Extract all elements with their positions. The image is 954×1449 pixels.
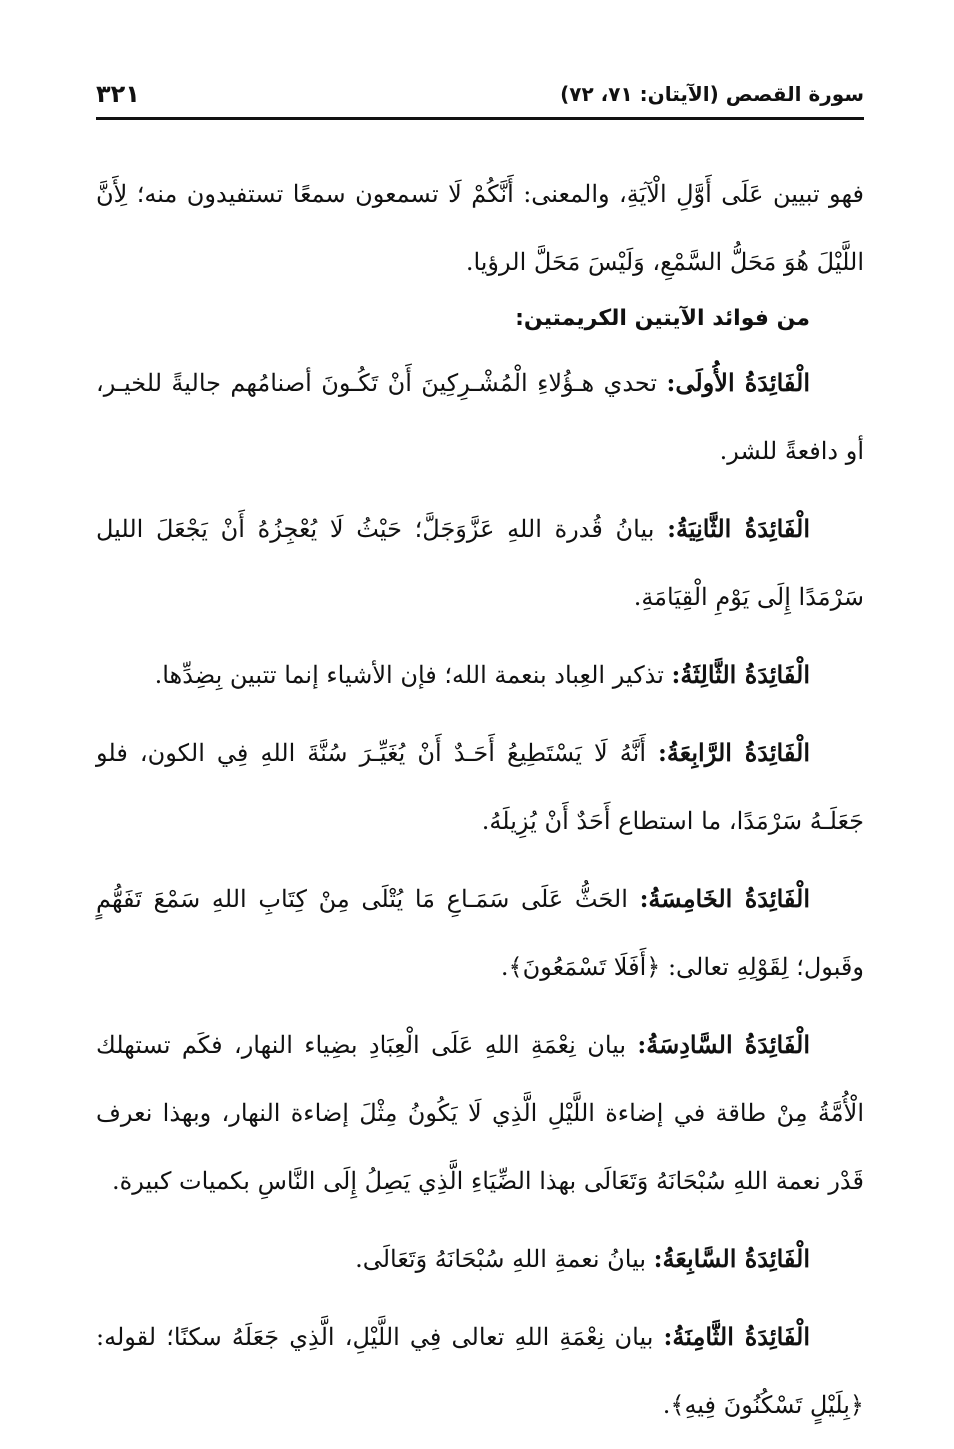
intro-text: فهو تبيين عَلَى أَوَّلِ الْآيَةِ، والمعنى: أَنَّكُمْ لَا تسمعون سمعًا تستفيدون منه؛ لِأَنَّ اللَّيْلَ هُوَ مَحَلُّ السَّمْعِ، وَلَيْسَ مَحَلَّ الرؤيا.	[96, 180, 864, 276]
benefit-text: بيان نِعْمَةِ اللهِ عَلَى الْعِبَادِ بضِياء النهار، فكَم تستهلك الْأُمَّةُ مِنْ طاقة في إضاءة اللَّيْلِ الَّذِي لَا يَكُونُ مِثْلَ إضاءة النهار، وبهذا نعرف قَدْر نعمة اللهِ سُبْحَانَهُ وَتَعَالَى بهذا الضِّيَاءِ الَّذِي يَصِلُ إِلَى النَّاسِ بكميات كبيرة.	[96, 1031, 864, 1195]
benefit-label: الْفَائِدَةُ الأُولَى:	[666, 368, 810, 397]
benefit-paragraph-4	[96, 719, 864, 855]
benefit-text: بيانُ نعمةِ اللهِ سُبْحَانَهُ وَتَعَالَى.	[355, 1245, 654, 1273]
benefit-text: بيان نِعْمَةِ اللهِ تعالى فِي اللَّيْلِ، الَّذِي جَعَلَهُ سكنًا؛ لقوله: ﴿بِلَيْلٍ تَسْكُنُونَ فِيهِ﴾.	[96, 1323, 864, 1419]
benefit-label: الْفَائِدَةُ السَّادِسَةُ:	[637, 1030, 810, 1059]
benefit-label: الْفَائِدَةُ الثَّامِنَةُ:	[663, 1322, 811, 1351]
page-body	[96, 160, 864, 1449]
page-number: ٣٢١	[96, 80, 140, 108]
section-heading: من فوائد الآيتين الكريمتين:	[515, 306, 810, 331]
page-header	[96, 82, 864, 116]
running-title: سورة القصص (الآيتان: ٧١، ٧٢)	[560, 82, 864, 106]
benefit-text: أَنَّهُ لَا يَسْتَطِيعُ أَحَـدٌ أَنْ يُغَيِّـرَ سُنَّةَ اللهِ فِي الكون، فلو جَعَلَـهُ سَرْمَدًا، ما استطاع أَحَدٌ أَنْ يُزِيلَهُ.	[96, 739, 864, 835]
benefit-text: تذكير العِباد بنعمة الله؛ فإن الأشياء إنما تتبين بِضِدِّها.	[154, 661, 672, 689]
benefit-paragraph-7	[96, 1225, 864, 1293]
benefit-paragraph-8	[96, 1303, 864, 1439]
benefit-text: بيانُ قُدرة اللهِ عَزَّوَجَلَّ؛ حَيْثُ لَا يُعْجِزُهُ أَنْ يَجْعَلَ الليل سَرْمَدًا إِلَى يَوْمِ الْقِيَامَةِ.	[96, 515, 864, 611]
benefit-label: الْفَائِدَةُ السَّابِعَةُ:	[653, 1244, 810, 1273]
benefit-paragraph-3	[96, 641, 864, 709]
intro-paragraph	[96, 160, 864, 296]
header-divider	[96, 117, 864, 120]
benefit-paragraph-6	[96, 1011, 864, 1215]
benefit-text: الحَثُّ عَلَى سَمَـاعِ مَا يُتْلَى مِنْ كِتَابِ اللهِ سَمْعَ تَفَهُّمٍ وقَبول؛ لِقَوْلِهِ تعالى: ﴿أَفَلَا تَسْمَعُونَ﴾.	[96, 885, 864, 981]
benefit-label: الْفَائِدَةُ الخَامِسَةُ:	[639, 884, 810, 913]
benefit-paragraph-1	[96, 349, 864, 485]
benefit-label: الْفَائِدَةُ الثَّانِيَةُ:	[667, 514, 811, 543]
benefit-label: الْفَائِدَةُ الرَّابِعَةُ:	[658, 738, 810, 767]
benefit-paragraph-2	[96, 495, 864, 631]
benefit-text: تحدي هـؤُلاءِ الْمُشْـرِكِينَ أَنْ تَكُـونَ أصنامُهم جاليةً للخيـر، أو دافعةً للشر.	[96, 369, 864, 465]
benefit-paragraph-5	[96, 865, 864, 1001]
benefit-label: الْفَائِدَةُ الثَّالِثَةُ:	[671, 660, 810, 689]
